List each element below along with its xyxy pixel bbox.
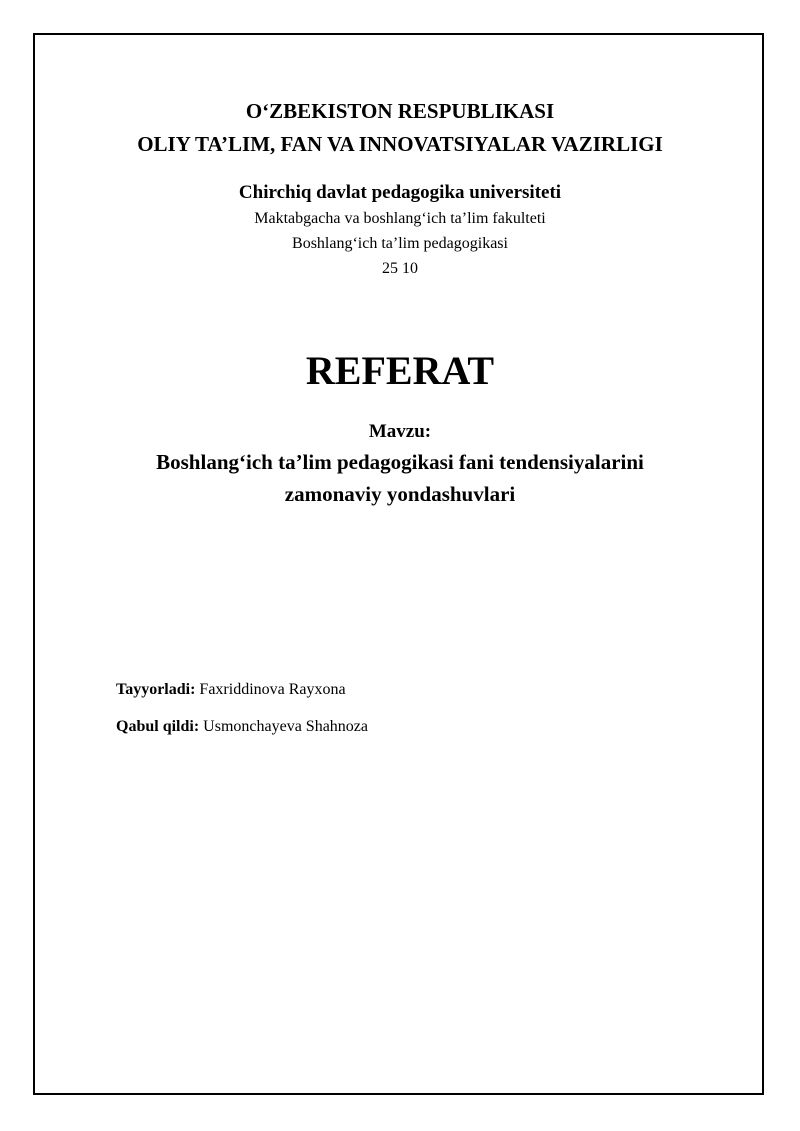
department-name: Boshlang‘ich ta’lim pedagogikasi xyxy=(292,235,508,252)
document-title: REFERAT xyxy=(305,348,495,393)
prepared-by-label: Tayyorladi: xyxy=(116,681,196,698)
faculty-name: Maktabgacha va boshlang‘ich ta’lim fakulteti xyxy=(254,210,546,227)
prepared-by xyxy=(116,682,346,698)
topic-label: Mavzu: xyxy=(368,421,432,442)
accepted-by-label: Qabul qildi: xyxy=(116,718,200,735)
ministry-heading: OLIY TA’LIM, FAN VA INNOVATSIYALAR VAZIRLIGI xyxy=(137,132,663,156)
country-heading: O‘ZBEKISTON RESPUBLIKASI xyxy=(245,99,555,123)
group-number: 25 10 xyxy=(382,260,418,277)
university-name: Chirchiq davlat pedagogika universiteti xyxy=(238,182,562,203)
prepared-by-name: Faxriddinova Rayxona xyxy=(199,681,346,698)
topic-line-1: Boshlang‘ich ta’lim pedagogikasi fani tendensiyalarini xyxy=(156,450,644,474)
accepted-by xyxy=(116,719,368,735)
topic-line-2: zamonaviy yondashuvlari xyxy=(284,482,516,506)
accepted-by-name: Usmonchayeva Shahnoza xyxy=(203,718,368,735)
